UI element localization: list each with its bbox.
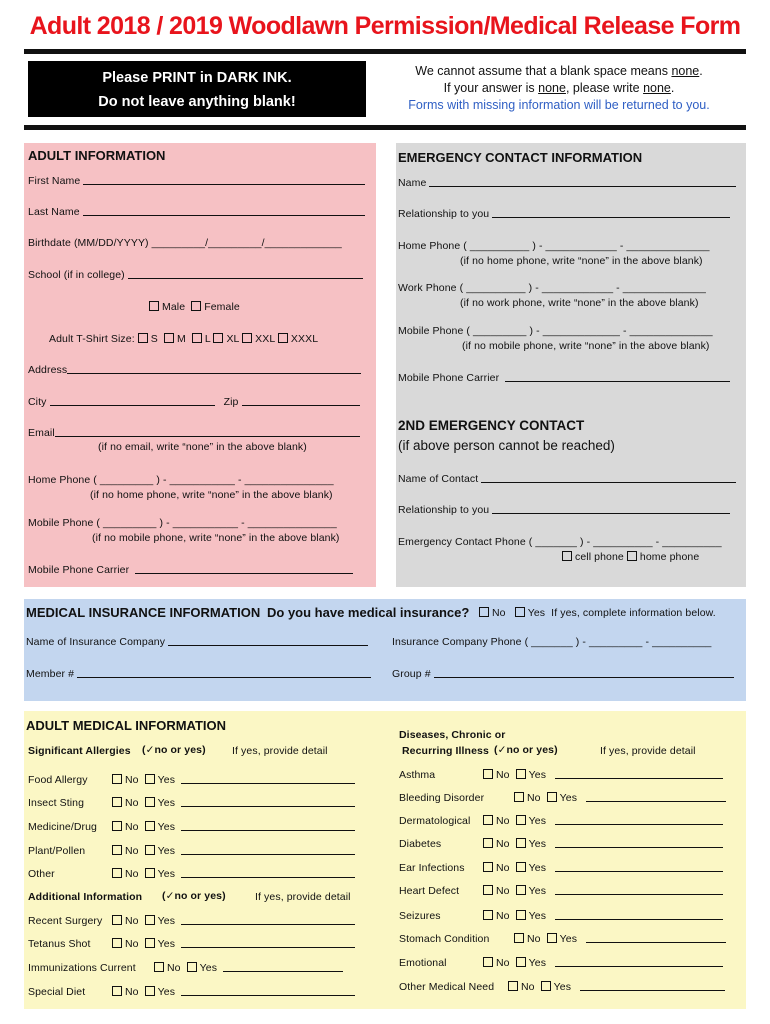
detail-blank[interactable] [181,854,355,855]
group-blank[interactable] [434,677,734,678]
allergy-label: Other [28,868,55,880]
notice-text: . [670,81,675,95]
school-label: School (if in college) [28,269,125,281]
detail-blank[interactable] [555,894,723,895]
disease-label: Ear Infections [399,862,465,874]
cell-label: cell phone [575,551,624,563]
diseases-title-1: Diseases, Chronic or [399,729,506,741]
allergy-options [112,797,355,809]
city-label: City [28,396,47,408]
emergency-heading: EMERGENCY CONTACT INFORMATION [398,150,643,165]
banner-line-2: Do not leave anything blank! [98,94,296,110]
returned-warning: Forms with missing information will be returned to you. [408,98,710,112]
member-label: Member # [26,668,75,680]
yes-checkbox[interactable] [145,821,155,831]
yes-checkbox[interactable] [547,933,557,943]
insurance-question: Do you have medical insurance? [267,605,470,620]
relationship-label: Relationship to you [398,208,490,220]
home-label: home phone [639,551,700,563]
name-label: Name of Contact [398,473,479,485]
allergies-check-hint: (✓no or yes) [142,744,206,756]
disease-label: Heart Defect [399,885,460,897]
detail-blank[interactable] [586,801,726,802]
insurance-company-field[interactable] [26,636,368,648]
allergy-options [112,821,355,833]
detail-blank[interactable] [555,778,723,779]
group-number-field[interactable] [392,668,734,680]
no-checkbox[interactable] [112,938,122,948]
yes-checkbox[interactable] [145,915,155,925]
relationship-blank[interactable] [492,217,730,218]
emergency-mobile-note: (if no mobile phone, write “none” in the above blank) [462,340,710,352]
yes-label: Yes [199,962,218,974]
additional-label: Recent Surgery [28,915,103,927]
size-l-checkbox[interactable] [192,333,202,343]
allergies-title: Significant Allergies [28,745,131,757]
medical-heading: ADULT MEDICAL INFORMATION [26,718,227,733]
yes-label: Yes [157,986,176,998]
no-checkbox[interactable] [112,797,122,807]
email-note: (if no email, write “none” in the above blank) [98,441,307,453]
banner-line-1: Please PRINT in DARK INK. [102,70,292,86]
size-s-checkbox[interactable] [138,333,148,343]
no-label: No [527,792,541,804]
disease-label: Emotional [399,957,447,969]
no-checkbox[interactable] [483,910,493,920]
no-checkbox[interactable] [508,981,518,991]
disease-options [483,885,723,897]
allergy-options [112,868,355,880]
notice-text: . [699,64,703,78]
male-label: Male [162,301,186,313]
mobile-phone-field[interactable]: Mobile Phone ( _________ ) - ___________ - _______________ [28,517,337,529]
allergy-label: Plant/Pollen [28,845,86,857]
disease-options [483,769,723,781]
adult-information-panel [24,143,376,587]
no-label: No [527,933,541,945]
second-contact-heading: 2ND EMERGENCY CONTACT [398,418,585,433]
city-zip-field[interactable] [28,396,360,408]
notice-text: We cannot assume that a blank space means [415,64,672,78]
yes-label: Yes [157,845,176,857]
insurance-phone-field[interactable]: Insurance Company Phone ( _______ ) - _________ - __________ [392,636,712,648]
no-checkbox[interactable] [514,933,524,943]
emergency-home-note: (if no home phone, write “none” in the above blank) [460,255,703,267]
second-contact-subheading: (if above person cannot be reached) [398,438,615,453]
relationship-label: Relationship to you [398,504,490,516]
additional-options [154,962,343,974]
yes-checkbox[interactable] [516,910,526,920]
second-contact-relationship-field[interactable] [398,504,730,516]
emergency-relationship-field[interactable] [398,208,730,220]
disease-row [399,910,441,922]
notice-none: none [671,64,700,78]
yes-checkbox[interactable] [547,792,557,802]
adult-medical-panel [24,711,746,1009]
disease-row [399,862,465,874]
allergy-label: Medicine/Drug [28,821,97,833]
additional-label: Special Diet [28,986,86,998]
yes-label: Yes [157,821,176,833]
company-label: Name of Insurance Company [26,636,166,648]
detail-blank[interactable] [181,877,355,878]
detail-blank[interactable] [181,947,355,948]
yes-checkbox[interactable] [145,774,155,784]
home-phone-field[interactable]: Home Phone ( _________ ) - ___________ - _______________ [28,474,334,486]
no-checkbox[interactable] [483,769,493,779]
no-label: No [496,815,510,827]
size-xxl-checkbox[interactable] [242,333,252,343]
no-checkbox[interactable] [483,838,493,848]
detail-blank[interactable] [181,806,355,807]
no-checkbox[interactable] [112,845,122,855]
size-xxxl-checkbox[interactable] [278,333,288,343]
first-name-label: First Name [28,175,81,187]
additional-detail-hint: If yes, provide detail [255,891,351,903]
yes-checkbox[interactable] [145,986,155,996]
disease-label: Seizures [399,910,441,922]
size-label: XXXL [290,333,319,345]
yes-label: Yes [157,915,176,927]
size-label: XL [226,333,240,345]
school-field[interactable] [28,269,363,281]
address-blank[interactable] [67,373,361,374]
no-checkbox[interactable] [483,815,493,825]
disease-row [399,792,484,804]
detail-blank[interactable] [580,990,725,991]
notice-text: If your answer is [443,81,539,95]
detail-blank[interactable] [223,971,343,972]
disease-row [399,933,489,945]
female-label: Female [204,301,240,313]
additional-title: Additional Information [28,891,143,903]
medical-insurance-panel [24,599,746,701]
yes-label: Yes [528,838,547,850]
last-name-label: Last Name [28,206,80,218]
additional-check-hint: (✓no or yes) [162,890,226,902]
emergency-contact-panel [396,143,746,587]
disease-label: Other Medical Need [399,981,495,993]
no-checkbox[interactable] [483,885,493,895]
yes-label: Yes [528,815,547,827]
disease-label: Bleeding Disorder [399,792,485,804]
no-checkbox[interactable] [112,868,122,878]
print-instruction-banner [28,61,366,117]
yes-label: Yes [528,910,547,922]
insurance-no-checkbox[interactable] [479,607,489,617]
school-blank[interactable] [128,278,363,279]
cell-phone-checkbox[interactable] [562,551,572,561]
no-label: No [125,821,139,833]
no-label: No [125,868,139,880]
yes-label: Yes [528,769,547,781]
yes-checkbox[interactable] [516,885,526,895]
zip-label: Zip [223,396,239,408]
insurance-note: If yes, complete information below. [551,607,716,619]
banner-bottom-rule [24,125,746,130]
zip-blank[interactable] [242,405,360,406]
size-label: S [150,333,158,345]
yes-label: Yes [157,938,176,950]
no-checkbox[interactable] [112,915,122,925]
additional-row [28,915,102,927]
detail-blank[interactable] [181,783,355,784]
disease-options [483,910,723,922]
allergy-row [28,821,97,833]
detail-blank[interactable] [181,995,355,996]
male-checkbox[interactable] [149,301,159,311]
member-number-field[interactable] [26,668,371,680]
top-rule [24,49,746,54]
form-title: Adult 2018 / 2019 Woodlawn Permission/Medical Release Form [29,12,741,40]
size-label: M [176,333,186,345]
no-label: No [496,885,510,897]
no-label: No [125,774,139,786]
mobile-phone-note: (if no mobile phone, write “none” in the above blank) [92,532,340,544]
notice-none: none [643,81,671,95]
yes-checkbox[interactable] [145,868,155,878]
disease-row [399,769,435,781]
no-label: No [496,838,510,850]
disease-options [514,933,726,945]
insurance-answer-options [479,607,716,619]
last-name-blank[interactable] [83,215,365,216]
allergy-options [112,774,355,786]
second-contact-name-field[interactable] [398,473,736,485]
additional-row [28,938,91,950]
yes-checkbox[interactable] [145,938,155,948]
name-label: Name [398,177,427,189]
insurance-yes-checkbox[interactable] [515,607,525,617]
no-label: No [125,915,139,927]
yes-label: Yes [559,792,578,804]
additional-options [112,915,355,927]
address-field[interactable] [28,364,361,376]
last-name-field[interactable] [28,206,365,218]
yes-label: Yes [157,774,176,786]
insurance-heading: MEDICAL INSURANCE INFORMATION [26,605,261,620]
detail-blank[interactable] [586,942,726,943]
detail-blank[interactable] [555,871,723,872]
detail-blank[interactable] [555,966,723,967]
first-name-field[interactable] [28,175,365,187]
second-contact-phone-field[interactable]: Emergency Contact Phone ( _______ ) - __________ - __________ [398,536,722,548]
yes-checkbox[interactable] [516,957,526,967]
no-checkbox[interactable] [514,792,524,802]
yes-checkbox[interactable] [516,838,526,848]
detail-blank[interactable] [555,847,723,848]
tshirt-size-options [49,333,318,345]
first-name-blank[interactable] [83,184,365,185]
detail-blank[interactable] [181,924,355,925]
no-label: No [496,769,510,781]
additional-label: Tetanus Shot [28,938,91,950]
emergency-carrier-field[interactable] [398,372,730,384]
name-blank[interactable] [481,482,736,483]
allergy-options [112,845,355,857]
size-label: XXL [255,333,275,345]
no-label: No [125,986,139,998]
emergency-name-field[interactable] [398,177,736,189]
email-blank[interactable] [55,436,360,437]
yes-checkbox[interactable] [516,862,526,872]
no-checkbox[interactable] [112,774,122,784]
notice-text: , please write [565,81,644,95]
emergency-mobile-phone-field[interactable]: Mobile Phone ( _________ ) - _____________ - ______________ [398,325,713,337]
disease-label: Dermatological [399,815,471,827]
allergies-detail-hint: If yes, provide detail [232,745,328,757]
emergency-home-phone-field[interactable]: Home Phone ( __________ ) - ____________ - ______________ [398,240,710,252]
yes-label: Yes [528,957,547,969]
no-label: No [125,797,139,809]
yes-label: Yes [527,607,546,619]
company-blank[interactable] [168,645,368,646]
additional-row [28,962,136,974]
carrier-label: Mobile Phone Carrier [28,564,130,576]
no-checkbox[interactable] [112,821,122,831]
city-blank[interactable] [50,405,215,406]
disease-row [399,885,459,897]
disease-row [399,815,470,827]
size-m-checkbox[interactable] [164,333,174,343]
group-label: Group # [392,668,431,680]
no-label: No [521,981,535,993]
no-checkbox[interactable] [154,962,164,972]
yes-checkbox[interactable] [516,769,526,779]
disease-options [508,981,725,993]
emergency-work-phone-field[interactable]: Work Phone ( __________ ) - ____________ - ______________ [398,282,706,294]
allergy-label: Insect Sting [28,797,85,809]
disease-label: Asthma [399,769,436,781]
yes-label: Yes [528,885,547,897]
carrier-blank[interactable] [505,381,730,382]
allergy-row [28,774,88,786]
disease-row [399,981,494,993]
no-label: No [167,962,181,974]
allergy-label: Food Allergy [28,774,88,786]
emergency-work-note: (if no work phone, write “none” in the above blank) [460,297,699,309]
no-label: No [125,938,139,950]
additional-options [112,938,355,950]
diseases-detail-hint: If yes, provide detail [600,745,696,757]
no-label: No [496,910,510,922]
notice-none: none [538,81,566,95]
yes-label: Yes [559,933,578,945]
email-field[interactable] [28,427,360,439]
detail-blank[interactable] [181,830,355,831]
carrier-label: Mobile Phone Carrier [398,372,500,384]
no-checkbox[interactable] [483,862,493,872]
no-checkbox[interactable] [112,986,122,996]
disease-options [483,815,723,827]
disease-options [483,838,723,850]
yes-checkbox[interactable] [145,797,155,807]
detail-blank[interactable] [555,919,723,920]
size-xl-checkbox[interactable] [213,333,223,343]
allergy-row [28,845,85,857]
disease-row [399,957,447,969]
disease-options [483,957,723,969]
adult-info-heading: ADULT INFORMATION [28,148,166,163]
carrier-blank[interactable] [135,573,353,574]
gender-options [149,301,240,313]
address-label: Address [28,364,68,376]
no-label: No [125,845,139,857]
yes-checkbox[interactable] [541,981,551,991]
detail-blank[interactable] [555,824,723,825]
yes-label: Yes [528,862,547,874]
allergy-row [28,797,84,809]
blank-space-notice [384,63,734,114]
yes-checkbox[interactable] [187,962,197,972]
phone-type-options [562,551,699,563]
tshirt-label: Adult T-Shirt Size: [49,333,135,345]
female-checkbox[interactable] [191,301,201,311]
birthdate-field[interactable]: Birthdate (MM/DD/YYYY) _________/_________/_____________ [28,237,342,249]
home-phone-checkbox[interactable] [627,551,637,561]
disease-label: Stomach Condition [399,933,490,945]
member-blank[interactable] [77,677,371,678]
diseases-title-2: Recurring Illness [402,745,489,757]
diseases-check-hint: (✓no or yes) [494,744,558,756]
yes-checkbox[interactable] [145,845,155,855]
allergy-row [28,868,55,880]
additional-row [28,986,85,998]
no-checkbox[interactable] [483,957,493,967]
mobile-carrier-field[interactable] [28,564,353,576]
no-label: No [496,862,510,874]
email-label: Email [28,427,55,439]
disease-options [514,792,726,804]
home-phone-note: (if no home phone, write “none” in the above blank) [90,489,333,501]
yes-checkbox[interactable] [516,815,526,825]
disease-label: Diabetes [399,838,442,850]
no-label: No [492,607,506,619]
no-label: No [496,957,510,969]
yes-label: Yes [553,981,572,993]
name-blank[interactable] [429,186,736,187]
disease-row [399,838,441,850]
disease-options [483,862,723,874]
yes-label: Yes [157,797,176,809]
relationship-blank[interactable] [492,513,730,514]
additional-options [112,986,355,998]
size-label: L [204,333,211,345]
additional-label: Immunizations Current [28,962,136,974]
yes-label: Yes [157,868,176,880]
